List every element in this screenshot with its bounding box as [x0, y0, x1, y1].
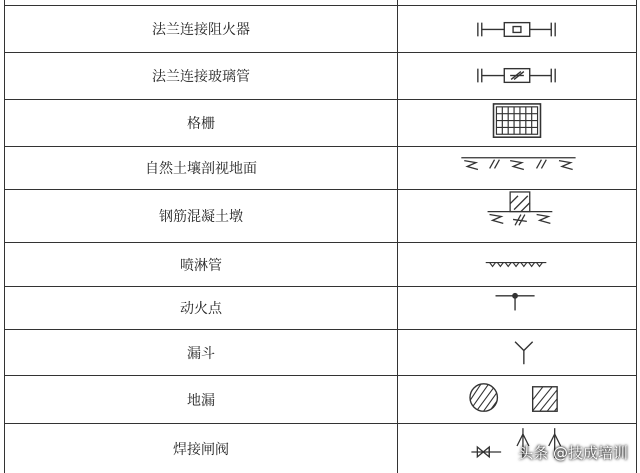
flange-glass-tube-icon — [398, 53, 636, 99]
sprinkler-pipe-icon — [398, 243, 636, 286]
column-divider — [397, 0, 398, 473]
grille-icon — [398, 100, 636, 146]
table-row — [5, 53, 636, 100]
table-row — [5, 376, 636, 424]
symbol-name: 焊接闸阀 — [173, 441, 229, 458]
table-row — [5, 243, 636, 287]
symbol-table — [4, 0, 637, 473]
table-row — [5, 287, 636, 330]
symbol-name: 法兰连接阻火器 — [152, 22, 250, 38]
table-row — [5, 330, 636, 376]
symbol-name: 自然土壤剖视地面 — [145, 161, 257, 177]
symbol-name: 漏斗 — [187, 345, 215, 362]
table-row — [5, 6, 636, 53]
funnel-icon — [398, 330, 636, 375]
reinforced-concrete-pier-icon — [398, 190, 636, 242]
hot-work-point-icon — [398, 287, 636, 329]
symbol-name: 动火点 — [180, 301, 222, 317]
table-row — [5, 190, 636, 243]
symbol-name: 地漏 — [187, 392, 215, 409]
floor-drain-icon — [398, 376, 636, 423]
table-row — [5, 100, 636, 147]
symbol-name: 法兰连接玻璃管 — [152, 69, 250, 85]
watermark: 头条 @技成培训 — [518, 444, 628, 462]
symbol-name: 钢筋混凝土墩 — [159, 209, 243, 225]
symbol-name: 喷淋管 — [180, 257, 222, 274]
symbol-name: 格栅 — [187, 116, 215, 132]
table-row — [5, 147, 636, 190]
flange-flame-arrester-icon — [398, 6, 636, 52]
natural-soil-section-icon — [398, 147, 636, 189]
